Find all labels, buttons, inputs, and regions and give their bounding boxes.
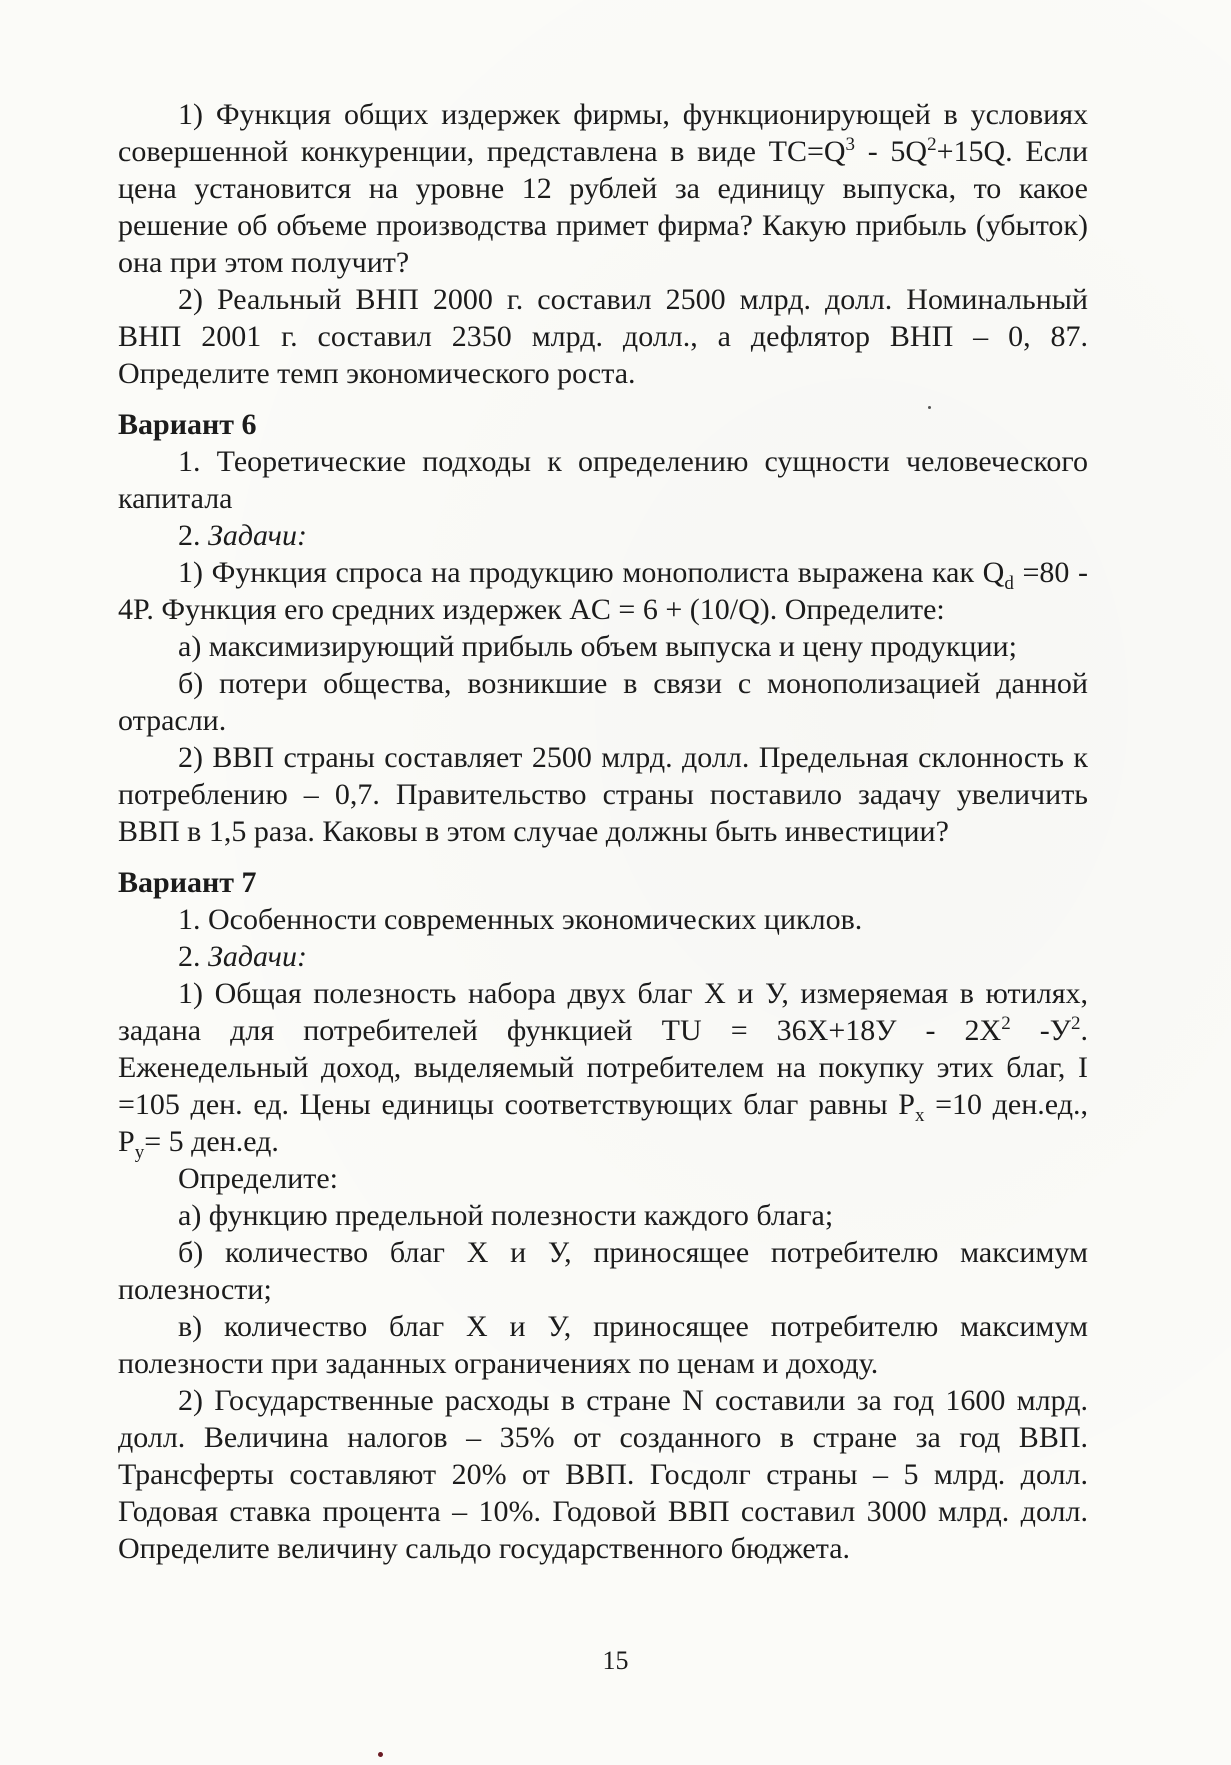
text-fragment: - 5Q <box>855 135 928 168</box>
tasks-label: Задачи: <box>208 519 307 552</box>
variant-6-task-1 <box>118 554 1088 628</box>
variant-7-task-1 <box>118 975 1089 1163</box>
variant-6-task-2: 2) ВВП страны составляет 2500 млрд. долл. Предельная склонность к потреблению – 0,7. Правительство страны поставило задачу увеличить ВВП в 1,5 раза. Каковы в этом случае должны быть инвестиции? <box>118 741 1088 848</box>
variant-7-heading: Вариант 7 <box>118 866 257 899</box>
tasks-label: Задачи: <box>208 940 307 973</box>
superscript: 2 <box>1001 1013 1011 1034</box>
variant-7-task-1-a: а) функцию предельной полезности каждого блага; <box>178 1199 834 1232</box>
ink-spot-small <box>928 406 931 409</box>
page-content <box>118 96 1088 1567</box>
variant-6-item-1: 1. Теоретические подходы к определению сущности человеческого капитала <box>118 445 1088 515</box>
text-fragment: +15Q. Если цена установится на уровне 12 рублей за единицу выпуска, то какое решение об объеме производства примет фирма? Какую прибыль (убыток) она при этом получит? <box>118 135 1088 279</box>
text-fragment: = 5 ден.ед. <box>144 1125 279 1158</box>
variant-6-item-2 <box>118 517 1088 554</box>
variant-6-task-1-b: б) потери общества, возникшие в связи с монополизацией данной отрасли. <box>118 667 1088 737</box>
variant-7-task-2: 2) Государственные расходы в стране N составили за год 1600 млрд. долл. Величина налогов – 35% от созданного в стране за год ВВП. Трансферты составляют 20% от ВВП. Госдолг страны – 5 млрд. долл. Годовая ставка процента – 10%. Годовой ВВП составил 3000 млрд. долл. Определите величину сальдо государственного бюджета. <box>118 1384 1088 1565</box>
variant-7-item-1: 1. Особенности современных экономических циклов. <box>178 903 863 936</box>
page-number: 15 <box>602 1646 629 1675</box>
superscript: 2 <box>927 134 937 155</box>
text-fragment: 1) Функция общих издержек фирмы, функционирующей в условиях совершенной конкуренции, представлена в виде TC=Q <box>118 98 1088 168</box>
top-task-1 <box>118 96 1088 281</box>
superscript: 3 <box>845 134 856 155</box>
superscript: 2 <box>1071 1013 1081 1034</box>
text-fragment: 1) Общая полезность набора двух благ X и У, измеряемая в ютилях, задана для потребителей функцией TU = 36X+18У - 2X <box>118 977 1088 1047</box>
item-number: 2. <box>178 940 208 973</box>
variant-6-task-1-a: а) максимизирующий прибыль объем выпуска и цену продукции; <box>178 630 1017 663</box>
variant-7-determine: Определите: <box>178 1162 339 1195</box>
text-fragment: -У <box>1010 1014 1072 1047</box>
variant-7-task-1-b: б) количество благ X и У, приносящее потребителю максимум полезности; <box>118 1236 1088 1306</box>
subscript: y <box>134 1142 145 1163</box>
subscript: d <box>1004 573 1014 594</box>
item-number: 2. <box>178 519 208 552</box>
text-fragment: 1) Функция спроса на продукцию монополиста выражена как Q <box>178 556 1005 589</box>
variant-7-item-2 <box>118 938 1088 975</box>
text-fragment: =80 - 4P. Функция его средних издержек AC = 6 + (10/Q). Определите: <box>118 556 1088 626</box>
text-fragment: =10 ден.ед., P <box>118 1088 1088 1158</box>
top-task-2: 2) Реальный ВНП 2000 г. составил 2500 млрд. долл. Номинальный ВНП 2001 г. составил 2350 млрд. долл., а дефлятор ВНП – 0, 87. Определите темп экономического роста. <box>118 283 1088 390</box>
ink-spot <box>378 1752 383 1757</box>
text-fragment: . Еженедельный доход, выделяемый потребителем на покупку этих благ, I =105 ден. ед. Цены единицы соответствующих благ равны P <box>118 1014 1089 1121</box>
variant-6-heading: Вариант 6 <box>118 408 257 441</box>
variant-7-task-1-c: в) количество благ X и У, приносящее потребителю максимум полезности при заданных ограничениях по ценам и доходу. <box>118 1310 1088 1380</box>
subscript: x <box>914 1105 925 1126</box>
